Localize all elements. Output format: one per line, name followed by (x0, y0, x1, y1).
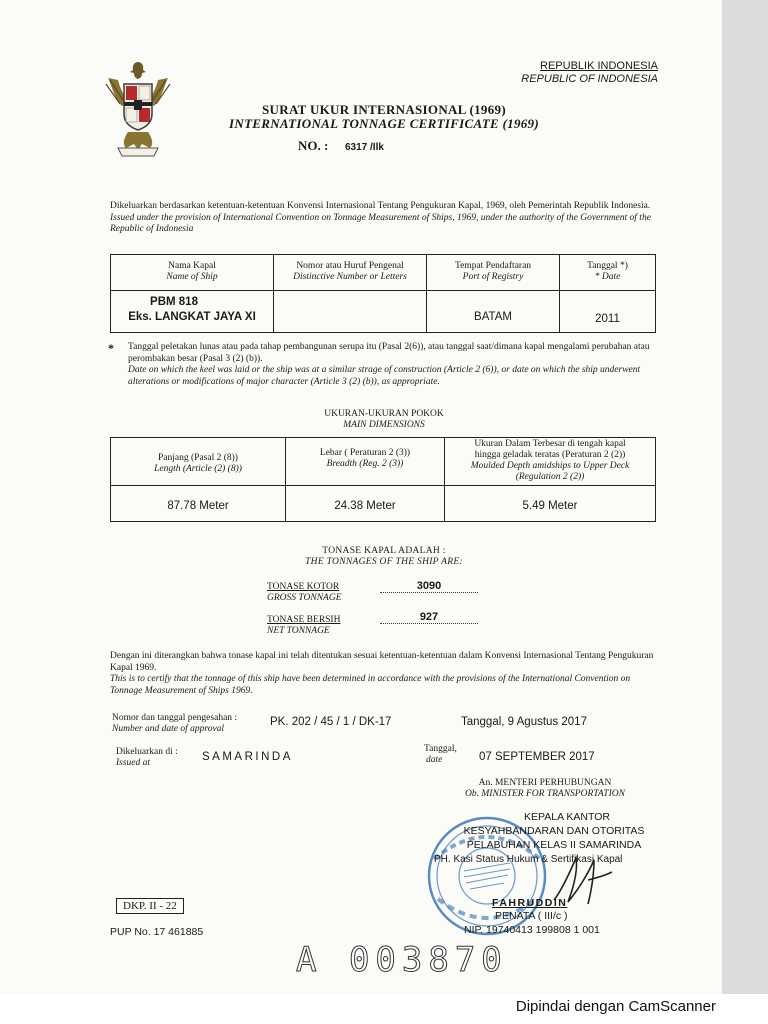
intro-paragraph (110, 201, 662, 236)
signature-line4: PH. Kasi Status Hukum & Sertifikasi Kapal (434, 854, 623, 865)
tonnage-title-id: TONASE KAPAL ADALAH : (322, 546, 446, 556)
header-length: Panjang (Pasal 2 (8)) Length (Article (2) (8)) (111, 438, 286, 486)
signatory-rank: PENATA ( III/c ) (495, 910, 568, 922)
issued-at-label: Dikeluarkan di : Issued at (116, 747, 178, 768)
length-value: 87.78 Meter (111, 486, 286, 522)
header-date: Tanggal *) * Date (560, 255, 656, 291)
certify-paragraph (110, 651, 662, 697)
net-tonnage-label: TONASE BERSIH NET TONNAGE (267, 615, 341, 636)
cell-distinctive-number (274, 291, 427, 333)
signature-block (463, 810, 652, 852)
footnote-text-id: Tanggal peletakan lunas atau pada tahap pembangunan serupa itu (Pasal 2(6)), atau tanggal saat/dimana kapal mengalami perubahan atau perombakan besar (Pasal 3 (2) (b)). (128, 342, 650, 364)
intro-text-en: Issued under the provision of International Convention on Tonnage Measurement of Ships, 1969, under the authority of the Government of the Republic of Indonesia (110, 212, 651, 234)
ship-name-line2: Eks. LANGKAT JAYA XI (128, 311, 256, 323)
footnote-paragraph (128, 342, 662, 388)
issue-date-label: Tanggal, date (424, 744, 457, 765)
footnote-mark: * (108, 341, 114, 355)
footnote-text-en: Date on which the keel was laid or the ship was at a similar strage of construction (Article 2 (6)), or date on which the ship underwent alterations or modifications of major character (Article 3 (2) (b)), as appropriate. (128, 365, 641, 387)
issued-at-place: SAMARINDA (202, 751, 293, 763)
breadth-value: 24.38 Meter (286, 486, 445, 522)
header-breadth: Lebar ( Peraturan 2 (3)) Breadth (Reg. 2 (3)) (286, 438, 445, 486)
issue-date-value: 07 SEPTEMBER 2017 (479, 751, 595, 763)
ship-name-line1: PBM 818 (150, 296, 198, 308)
approval-label: Nomor dan tanggal pengesahan : Number and date of approval (112, 713, 238, 734)
certificate-number-label: NO. : (298, 138, 329, 153)
tonnage-title-en: THE TONNAGES OF THE SHIP ARE: (305, 557, 463, 567)
ship-particulars-table (110, 254, 656, 333)
signature-line3: PELABUHAN KELAS II SAMARINDA (466, 839, 642, 851)
tonnage-heading (0, 546, 768, 568)
serial-number: A 003870 (296, 940, 508, 980)
scanner-watermark-text: Dipindai dengan CamScanner (515, 998, 716, 1015)
cell-date: 2011 (560, 291, 656, 333)
certificate-title-en: INTERNATIONAL TONNAGE CERTIFICATE (1969) (229, 116, 539, 131)
cell-port-of-registry: BATAM (427, 291, 560, 333)
header-moulded-depth: Ukuran Dalam Terbesar di tengah kapal hingga geladak teratas (Peraturan 2 (2)) Moulded Depth amidships to Upper Deck (Regulation 2 (2)) (445, 438, 656, 486)
signature-line1: KEPALA KANTOR (524, 811, 610, 823)
main-dimensions-title-en: MAIN DIMENSIONS (343, 420, 425, 430)
intro-text-id: Dikeluarkan berdasarkan ketentuan-ketentuan Konvensi Internasional Tentang Pengukuran Kapal, 1969, oleh Pemerintah Republik Indonesia. (110, 201, 651, 211)
certificate-number-value: 6317 /Ilk (345, 142, 384, 153)
approval-date: Tanggal, 9 Agustus 2017 (461, 716, 587, 728)
header-distinctive-number: Nomor atau Huruf Pengenal Distinctive Number or Letters (274, 255, 427, 291)
depth-value: 5.49 Meter (445, 486, 656, 522)
approval-number: PK. 202 / 45 / 1 / DK-17 (270, 716, 392, 728)
certify-text-id: Dengan ini diterangkan bahwa tonase kapal ini telah ditentukan sesuai ketentuan-ketentuan dalam Konvensi Internasional Tentang Pengukuran Kapal 1969. (110, 651, 654, 673)
scanner-watermark-bar (0, 994, 768, 1024)
main-dimensions-title-id: UKURAN-UKURAN POKOK (324, 409, 444, 419)
cell-ship-name (111, 291, 274, 333)
on-behalf-block: An. MENTERI PERHUBUNGAN Ob. MINISTER FOR TRANSPORTATION (465, 778, 625, 799)
pup-number: PUP No. 17 461885 (110, 926, 204, 938)
main-dimensions-heading (0, 409, 768, 431)
certificate-title-id: SURAT UKUR INTERNASIONAL (1969) (262, 102, 506, 117)
signatory-nip: NIP. 19740413 199808 1 001 (464, 924, 600, 936)
signatory-name: FAHRUDDIN (492, 897, 568, 909)
net-tonnage-value: 927 (380, 611, 478, 624)
signature-line2: KESYAHBANDARAN DAN OTORITAS (463, 825, 645, 837)
republic-heading (521, 60, 658, 86)
header-port-of-registry: Tempat Pendaftaran Port of Registry (427, 255, 560, 291)
republic-en-text: REPUBLIC OF INDONESIA (521, 73, 658, 85)
form-code-badge: DKP. II - 22 (116, 898, 184, 914)
republic-id-text: REPUBLIK INDONESIA (540, 60, 658, 72)
main-dimensions-table (110, 437, 656, 522)
header-name-of-ship: Nama Kapal Name of Ship (111, 255, 274, 291)
gross-tonnage-value: 3090 (380, 580, 478, 593)
gross-tonnage-label: TONASE KOTOR GROSS TONNAGE (267, 582, 342, 603)
certify-text-en: This is to certify that the tonnage of this ship have been determined in accordance with the provisions of the International Convention on Tonnage Measurement of Ships 1969. (110, 674, 631, 696)
